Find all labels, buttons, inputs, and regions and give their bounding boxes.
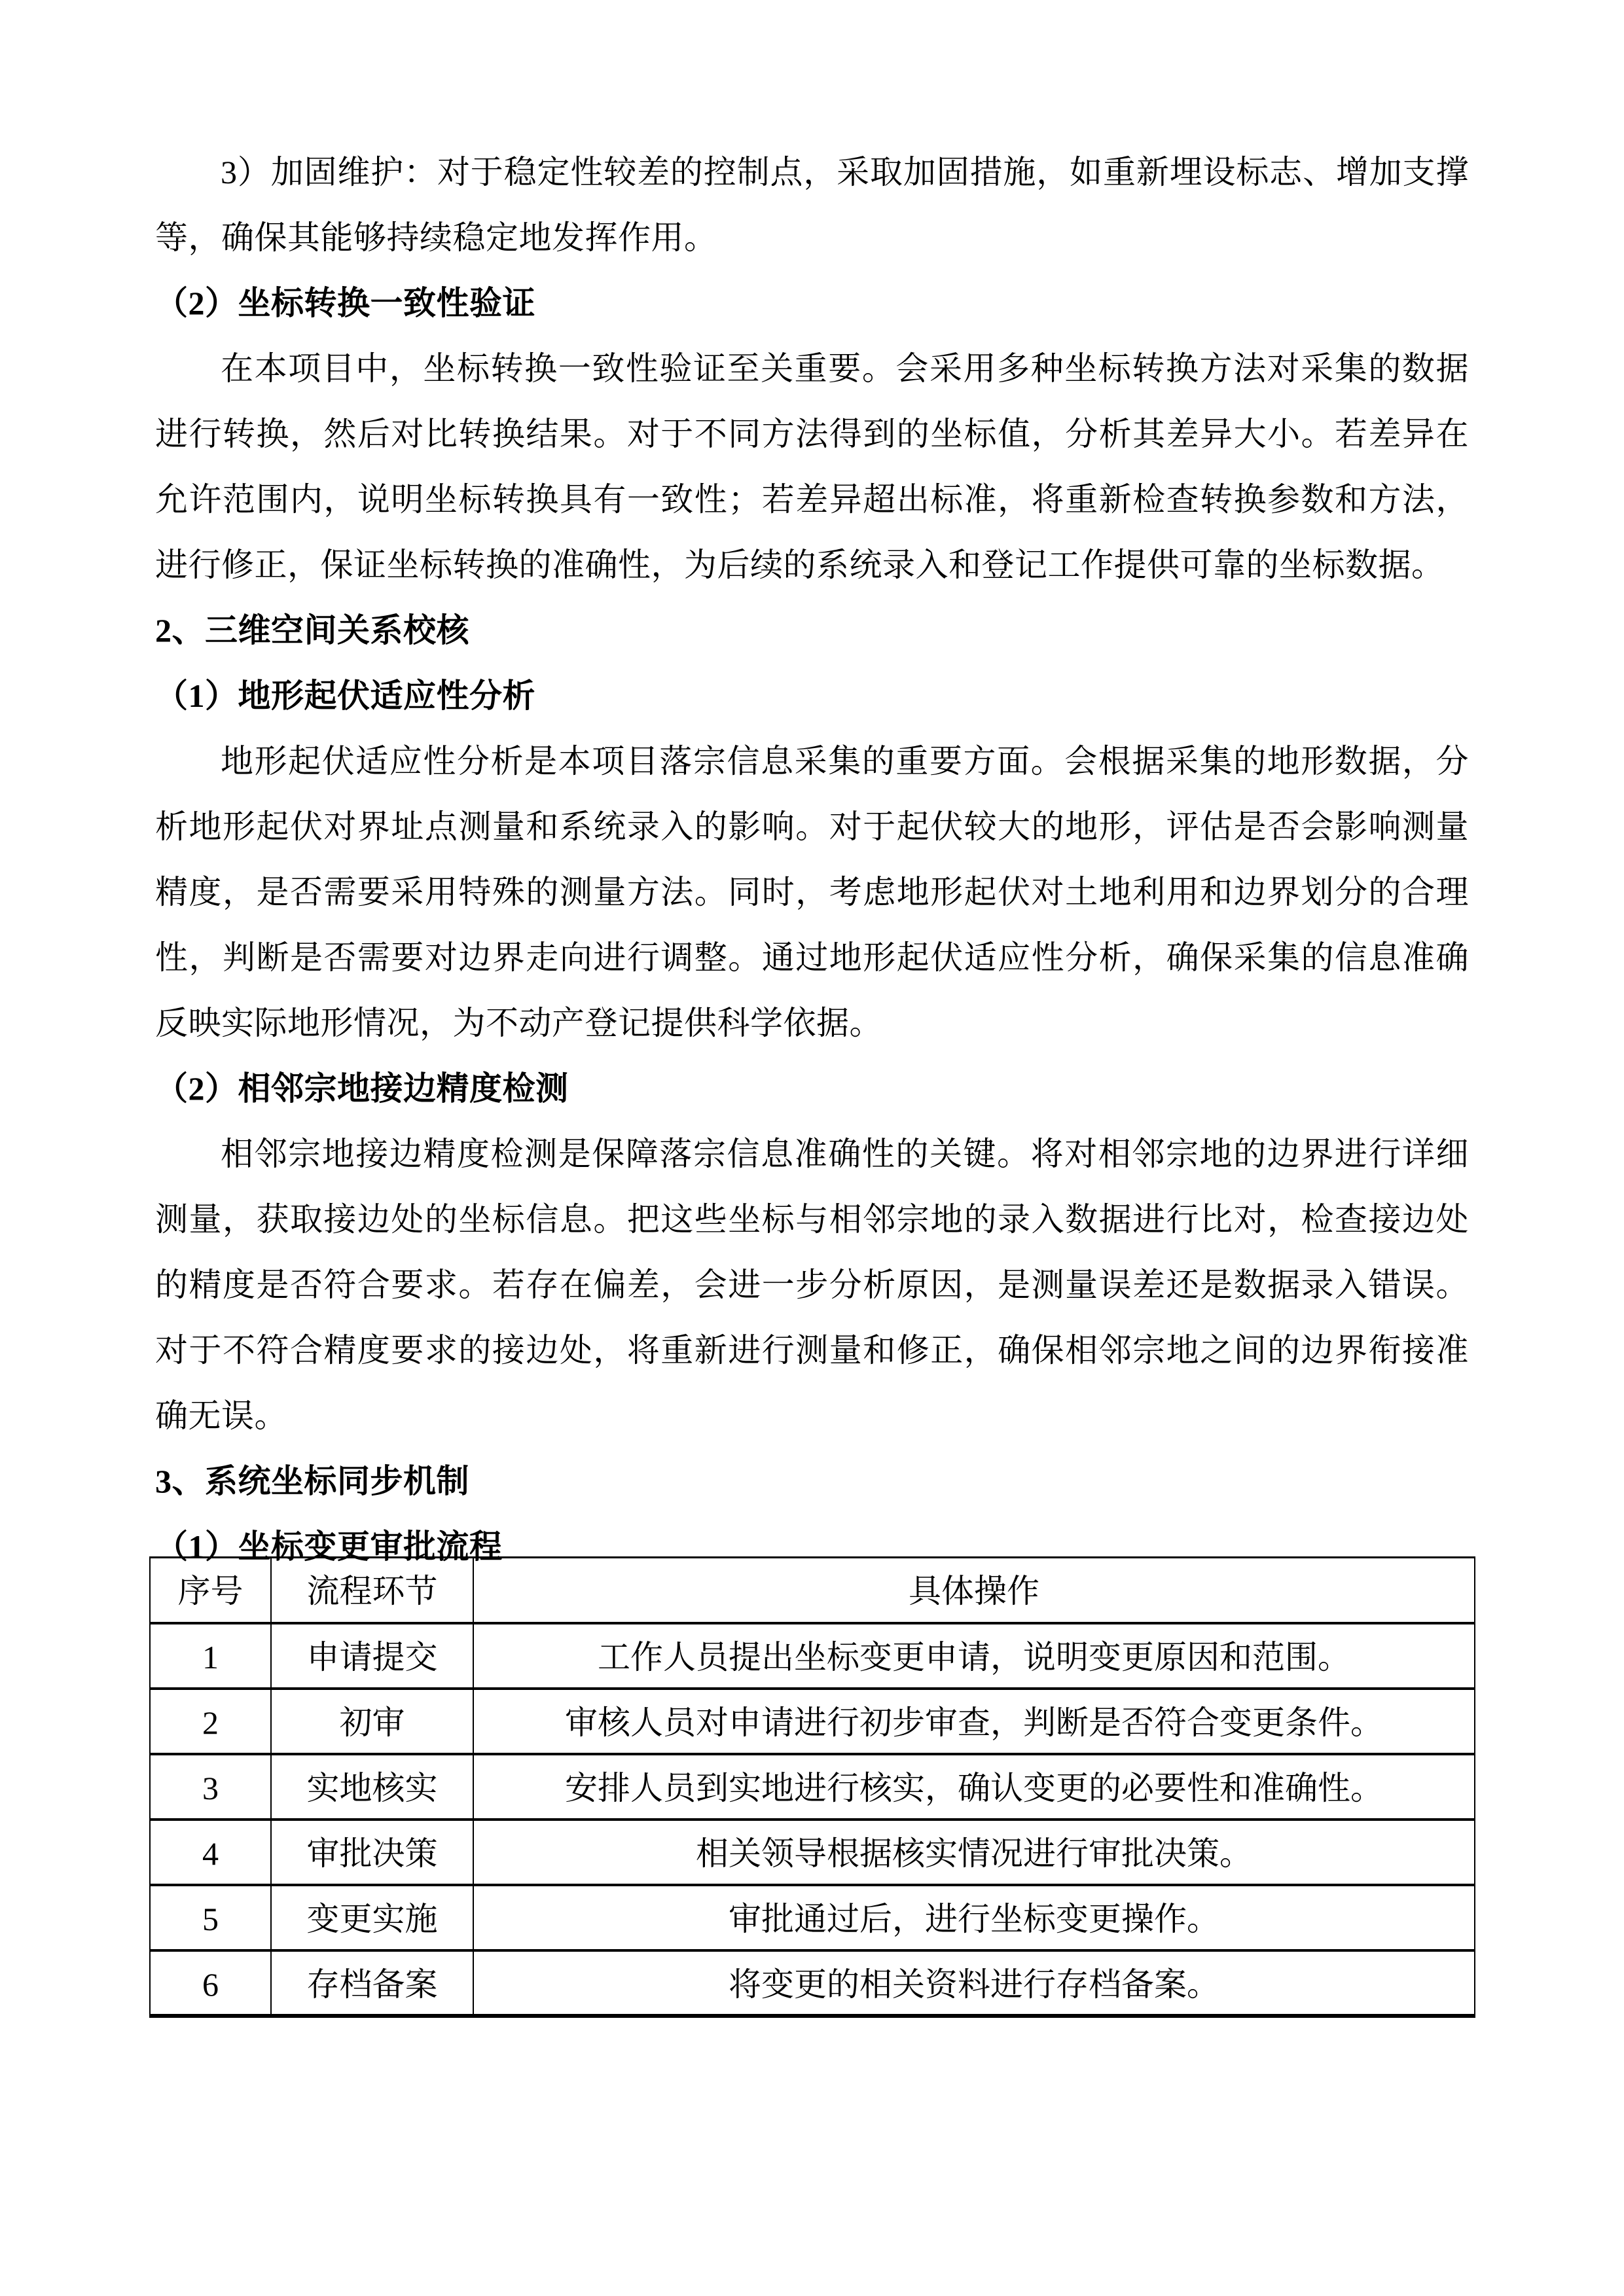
paragraph: 在本项目中，坐标转换一致性验证至关重要。会采用多种坐标转换方法对采集的数据进行转换，然后对比转换结果。对于不同方法得到的坐标值，分析其差异大小。若差异在允许范围内，说明坐标转换具有一致性；若差异超出标准，将重新检查转换参数和方法，进行修正，保证坐标转换的准确性，为后续的系统录入和登记工作提供可靠的坐标数据。	[155, 350, 1469, 583]
table-row	[150, 1623, 1475, 1689]
document-body	[155, 139, 1469, 2018]
cell-index: 3	[150, 1754, 271, 1820]
table-row	[150, 1754, 1475, 1820]
paragraph: 地形起伏适应性分析是本项目落宗信息采集的重要方面。会根据采集的地形数据，分析地形起伏对界址点测量和系统录入的影响。对于起伏较大的地形，评估是否会影响测量精度，是否需要采用特殊的测量方法。同时，考虑地形起伏对土地利用和边界划分的合理性，判断是否需要对边界走向进行调整。通过地形起伏适应性分析，确保采集的信息准确反映实际地形情况，为不动产登记提供科学依据。	[155, 743, 1469, 1041]
cell-step: 申请提交	[271, 1623, 473, 1689]
table-row	[150, 1885, 1475, 1950]
paragraph: 相邻宗地接边精度检测是保障落宗信息准确性的关键。将对相邻宗地的边界进行详细测量，获取接边处的坐标信息。把这些坐标与相邻宗地的录入数据进行比对，检查接边处的精度是否符合要求。若存在偏差，会进一步分析原因，是测量误差还是数据录入错误。对于不符合精度要求的接边处，将重新进行测量和修正，确保相邻宗地之间的边界衔接准确无误。	[155, 1136, 1469, 1434]
cell-operation: 审核人员对申请进行初步审查，判断是否符合变更条件。	[473, 1689, 1475, 1754]
section-heading: （2）坐标转换一致性验证	[155, 285, 535, 321]
cell-index: 6	[150, 1950, 271, 2016]
table-row	[150, 1689, 1475, 1754]
cell-step: 初审	[271, 1689, 473, 1754]
cell-step: 变更实施	[271, 1885, 473, 1950]
section-heading: （2）相邻宗地接边精度检测	[155, 1070, 569, 1107]
section-heading: （1）地形起伏适应性分析	[155, 677, 535, 714]
cell-operation: 安排人员到实地进行核实，确认变更的必要性和准确性。	[473, 1754, 1475, 1820]
header-cell-index: 序号	[150, 1558, 271, 1623]
cell-index: 4	[150, 1820, 271, 1885]
cell-step: 审批决策	[271, 1820, 473, 1885]
cell-index: 5	[150, 1885, 271, 1950]
paragraph: 3）加固维护：对于稳定性较差的控制点，采取加固措施，如重新埋设标志、增加支撑等，确保其能够持续稳定地发挥作用。	[155, 154, 1469, 256]
table-row	[150, 1820, 1475, 1885]
section-heading: （1）坐标变更审批流程	[155, 1528, 503, 1565]
header-cell-operation: 具体操作	[473, 1558, 1475, 1623]
cell-step: 存档备案	[271, 1950, 473, 2016]
cell-index: 2	[150, 1689, 271, 1754]
header-cell-step: 流程环节	[271, 1558, 473, 1623]
cell-operation: 相关领导根据核实情况进行审批决策。	[473, 1820, 1475, 1885]
cell-operation: 工作人员提出坐标变更申请，说明变更原因和范围。	[473, 1623, 1475, 1689]
cell-operation: 将变更的相关资料进行存档备案。	[473, 1950, 1475, 2016]
table-row	[150, 1950, 1475, 2016]
cell-operation: 审批通过后，进行坐标变更操作。	[473, 1885, 1475, 1950]
approval-process-table	[149, 1556, 1475, 2018]
chapter-heading: 2、三维空间关系校核	[155, 612, 469, 649]
cell-step: 实地核实	[271, 1754, 473, 1820]
cell-index: 1	[150, 1623, 271, 1689]
chapter-heading: 3、系统坐标同步机制	[155, 1463, 469, 1499]
